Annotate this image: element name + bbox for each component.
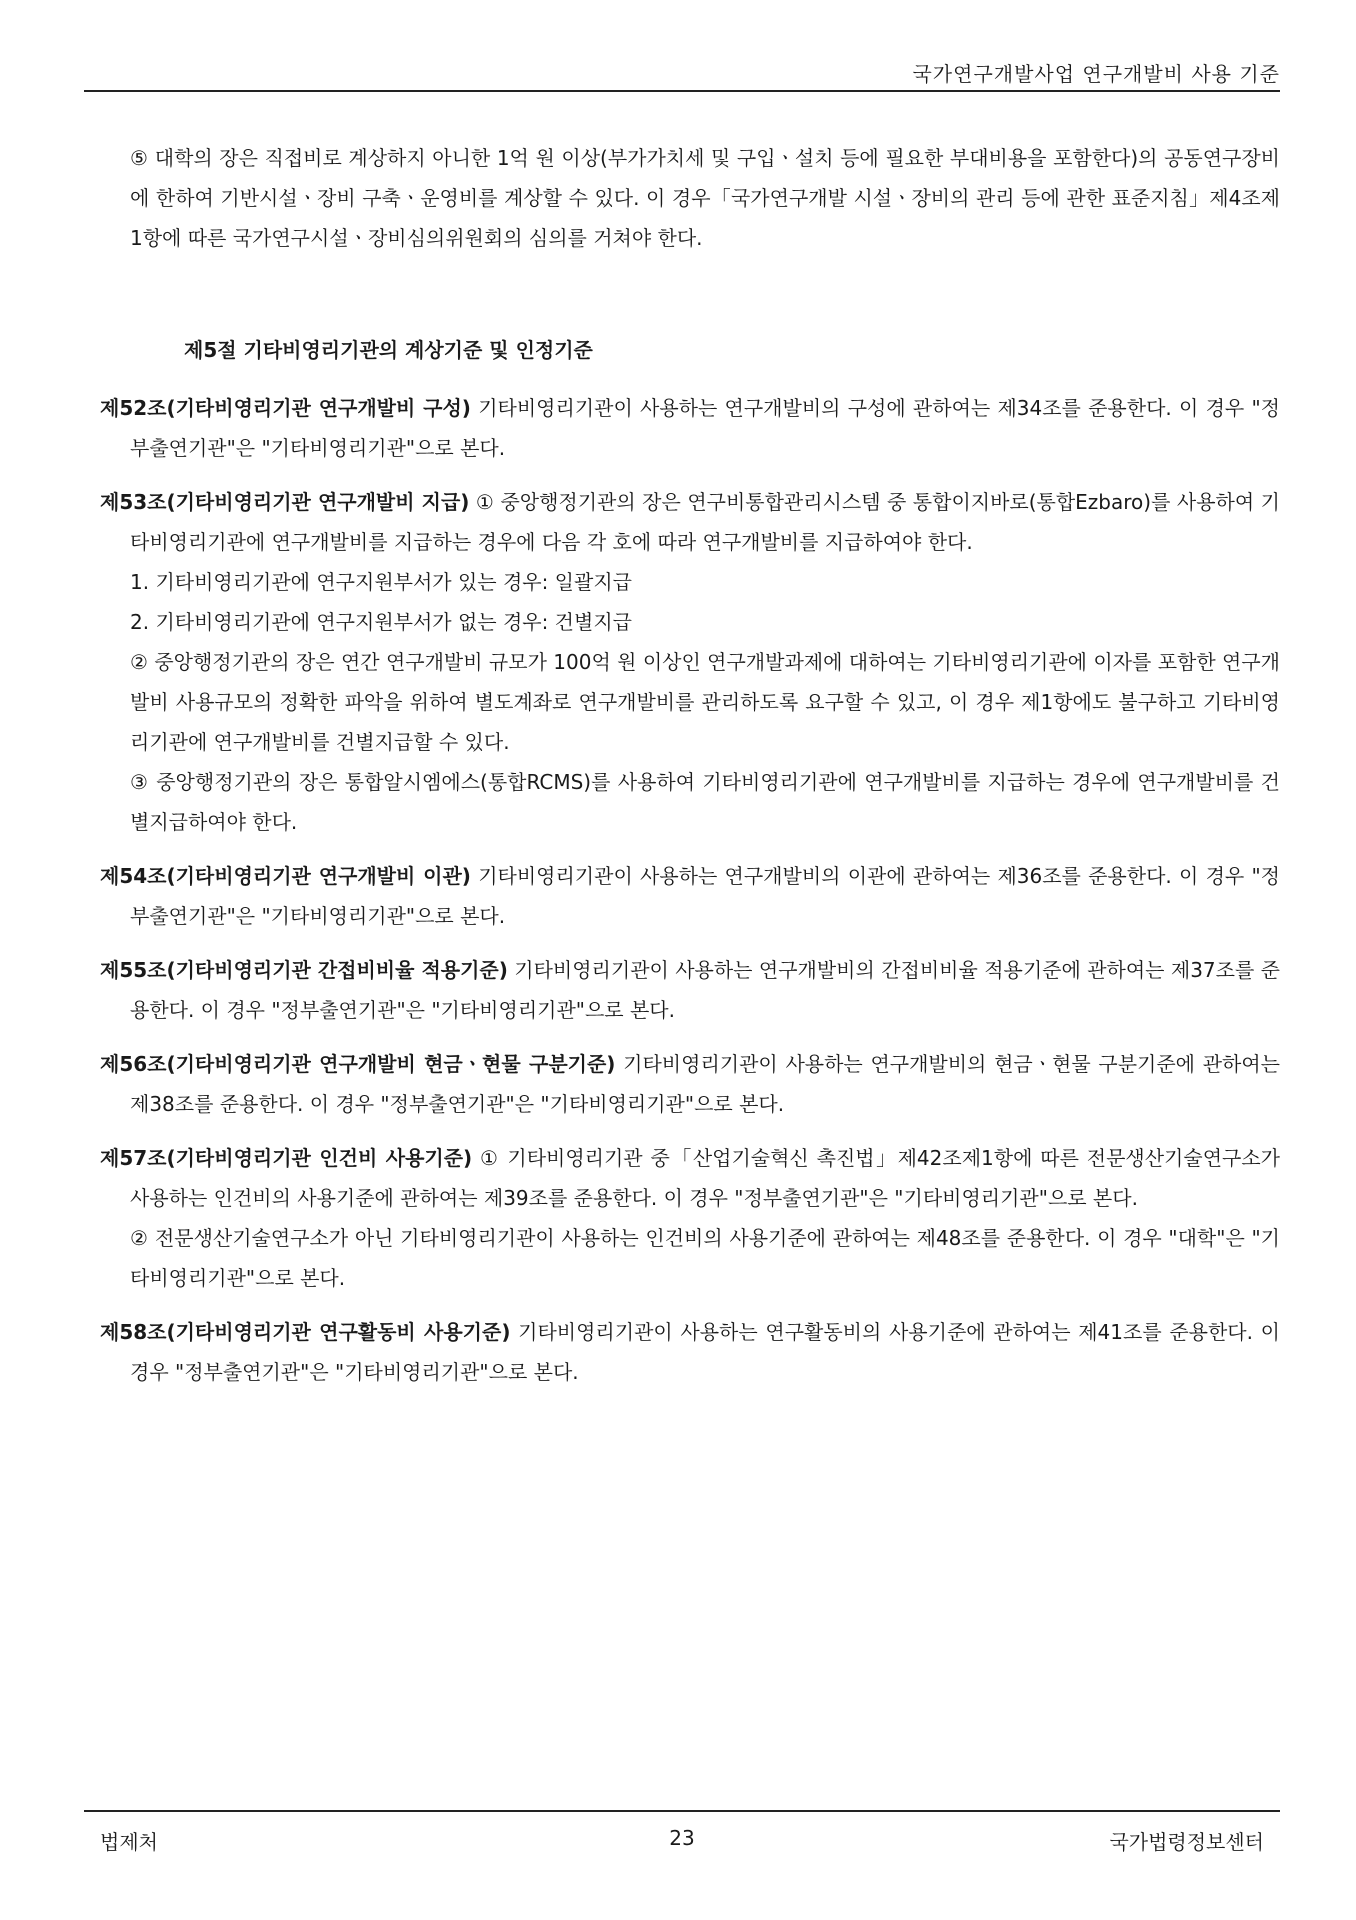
article-paragraph [100, 482, 1280, 562]
article-subparagraph: ② 중앙행정기관의 장은 연간 연구개발비 규모가 100억 원 이상인 연구개발과제에 대하여는 기타비영리기관에 이자를 포함한 연구개발비 사용규모의 정확한 파악을 위하여 별도계좌로 연구개발비를 관리하도록 요구할 수 있고, 이 경우 제1항에도 불구하고 기타비영리기관에 연구개발비를 건별지급할 수 있다. [130, 650, 1280, 754]
page-header: 국가연구개발사업 연구개발비 사용 기준 [912, 62, 1280, 86]
article-paragraph [100, 388, 1280, 468]
article [100, 856, 1280, 936]
article-subparagraph: 2. 기타비영리기관에 연구지원부서가 없는 경우: 건별지급 [130, 610, 632, 634]
article-text: ① 기타비영리기관 중「산업기술혁신 촉진법」제42조제1항에 따른 전문생산기술연구소가 사용하는 인건비의 사용기준에 관하여는 제39조를 준용한다. 이 경우 "정부출연기관"은 "기타비영리기관"으로 본다. [130, 1146, 1280, 1210]
footer-divider [84, 1810, 1280, 1812]
page-footer [84, 1826, 1280, 1856]
footer-publisher: 법제처 [100, 1830, 158, 1854]
article-text: ① 중앙행정기관의 장은 연구비통합관리시스템 중 통합이지바로(통합Ezbaro)를 사용하여 기타비영리기관에 연구개발비를 지급하는 경우에 다음 각 호에 따라 연구개발비를 지급하여야 한다. [130, 490, 1280, 554]
article [100, 482, 1280, 842]
article-heading: 제53조(기타비영리기관 연구개발비 지급) [100, 490, 470, 514]
article [100, 1044, 1280, 1124]
article [100, 388, 1280, 468]
section-title: 제5절 기타비영리기관의 계상기준 및 인정기준 [184, 338, 593, 362]
article-paragraph [100, 1138, 1280, 1218]
article-text: 기타비영리기관이 사용하는 연구개발비의 구성에 관하여는 제34조를 준용한다. 이 경우 "정부출연기관"은 "기타비영리기관"으로 본다. [130, 396, 1280, 460]
article [100, 950, 1280, 1030]
article-subparagraph: ② 전문생산기술연구소가 아닌 기타비영리기관이 사용하는 인건비의 사용기준에 관하여는 제48조를 준용한다. 이 경우 "대학"은 "기타비영리기관"으로 본다. [130, 1226, 1280, 1290]
article [100, 1312, 1280, 1392]
article-text: 기타비영리기관이 사용하는 연구활동비의 사용기준에 관하여는 제41조를 준용한다. 이 경우 "정부출연기관"은 "기타비영리기관"으로 본다. [130, 1320, 1280, 1384]
article-list [100, 388, 1280, 1392]
article-paragraph [100, 856, 1280, 936]
article-heading: 제52조(기타비영리기관 연구개발비 구성) [100, 396, 471, 420]
document-body [100, 138, 1280, 1392]
header-divider [84, 90, 1280, 92]
spacer [100, 258, 1280, 330]
footer-source: 국가법령정보센터 [1109, 1830, 1264, 1854]
article-paragraph [100, 950, 1280, 1030]
article-heading: 제54조(기타비영리기관 연구개발비 이관) [100, 864, 471, 888]
article-heading: 제57조(기타비영리기관 인건비 사용기준) [100, 1146, 473, 1170]
article-subparagraph: 1. 기타비영리기관에 연구지원부서가 있는 경우: 일괄지급 [130, 570, 632, 594]
article-text: 기타비영리기관이 사용하는 연구개발비의 현금ㆍ현물 구분기준에 관하여는 제38조를 준용한다. 이 경우 "정부출연기관"은 "기타비영리기관"으로 본다. [130, 1052, 1280, 1116]
article-heading: 제55조(기타비영리기관 간접비비율 적용기준) [100, 958, 508, 982]
article-heading: 제58조(기타비영리기관 연구활동비 사용기준) [100, 1320, 511, 1344]
article-heading: 제56조(기타비영리기관 연구개발비 현금ㆍ현물 구분기준) [100, 1052, 616, 1076]
intro-paragraph: ⑤ 대학의 장은 직접비로 계상하지 아니한 1억 원 이상(부가가치세 및 구입ㆍ설치 등에 필요한 부대비용을 포함한다)의 공동연구장비에 한하여 기반시설ㆍ장비 구축ㆍ운영비를 계상할 수 있다. 이 경우「국가연구개발 시설ㆍ장비의 관리 등에 관한 표준지침」제4조제1항에 따른 국가연구시설ㆍ장비심의위원회의 심의를 거쳐야 한다. [130, 146, 1280, 250]
spacer [100, 370, 1280, 388]
article-text: 기타비영리기관이 사용하는 연구개발비의 이관에 관하여는 제36조를 준용한다. 이 경우 "정부출연기관"은 "기타비영리기관"으로 본다. [130, 864, 1280, 928]
article-text: 기타비영리기관이 사용하는 연구개발비의 간접비비율 적용기준에 관하여는 제37조를 준용한다. 이 경우 "정부출연기관"은 "기타비영리기관"으로 본다. [130, 958, 1280, 1022]
article-paragraph [100, 1312, 1280, 1392]
article-subparagraph: ③ 중앙행정기관의 장은 통합알시엠에스(통합RCMS)를 사용하여 기타비영리기관에 연구개발비를 지급하는 경우에 연구개발비를 건별지급하여야 한다. [130, 770, 1280, 834]
page-number: 23 [669, 1826, 695, 1850]
article-paragraph [100, 1044, 1280, 1124]
article [100, 1138, 1280, 1298]
